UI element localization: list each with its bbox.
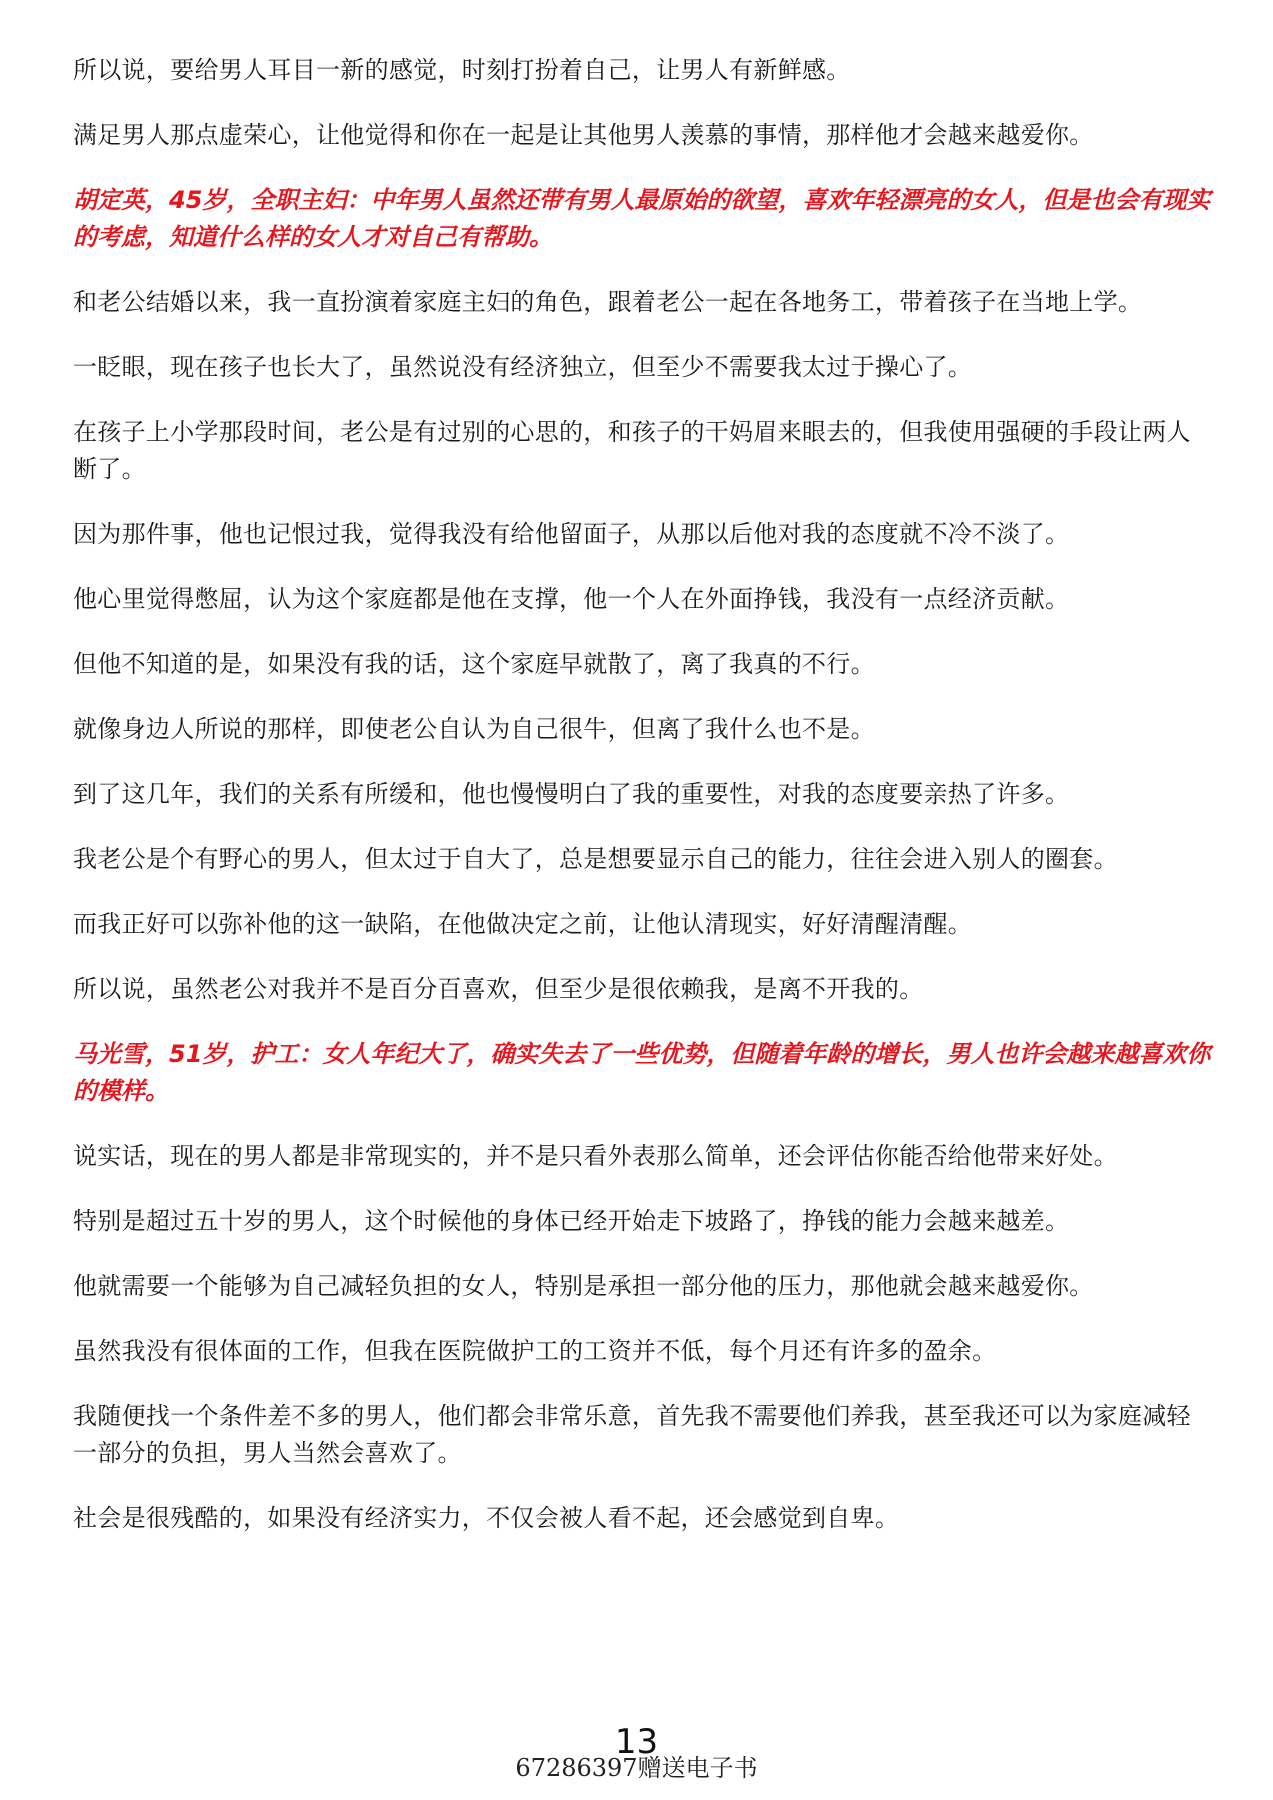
paragraph: 而我正好可以弥补他的这一缺陷，在他做决定之前，让他认清现实，好好清醒清醒。 bbox=[73, 910, 973, 938]
paragraph: 我老公是个有野心的男人，但太过于自大了，总是想要显示自己的能力，往往会进入别人的圈套。 bbox=[73, 845, 1118, 873]
paragraph: 我随便找一个条件差不多的男人，他们都会非常乐意，首先我不需要他们养我，甚至我还可以为家庭减轻一部分的负担，男人当然会喜欢了。 bbox=[73, 1402, 1191, 1467]
watermark-text: 67286397赠送电子书 bbox=[515, 1754, 758, 1782]
page-number: 13 bbox=[614, 1722, 659, 1762]
paragraph: 和老公结婚以来，我一直扮演着家庭主妇的角色，跟着老公一起在各地务工，带着孩子在当地上学。 bbox=[73, 288, 1143, 316]
paragraph: 到了这几年，我们的关系有所缓和，他也慢慢明白了我的重要性，对我的态度要亲热了许多。 bbox=[73, 780, 1070, 808]
paragraph: 他心里觉得憋屈，认为这个家庭都是他在支撑，他一个人在外面挣钱，我没有一点经济贡献。 bbox=[73, 585, 1070, 613]
paragraph: 所以说，要给男人耳目一新的感觉，时刻打扮着自己，让男人有新鲜感。 bbox=[73, 56, 851, 84]
paragraph: 特别是超过五十岁的男人，这个时候他的身体已经开始走下坡路了，挣钱的能力会越来越差。 bbox=[73, 1207, 1070, 1235]
document-body bbox=[73, 52, 1213, 1565]
paragraph: 但他不知道的是，如果没有我的话，这个家庭早就散了，离了我真的不行。 bbox=[73, 650, 875, 678]
paragraph: 虽然我没有很体面的工作，但我在医院做护工的工资并不低，每个月还有许多的盈余。 bbox=[73, 1337, 997, 1365]
paragraph: 社会是很残酷的，如果没有经济实力，不仅会被人看不起，还会感觉到自卑。 bbox=[73, 1504, 900, 1532]
paragraph: 满足男人那点虚荣心，让他觉得和你在一起是让其他男人羡慕的事情，那样他才会越来越爱你。 bbox=[73, 121, 1094, 149]
paragraph: 就像身边人所说的那样，即使老公自认为自己很牛，但离了我什么也不是。 bbox=[73, 715, 875, 743]
paragraph: 所以说，虽然老公对我并不是百分百喜欢，但至少是很依赖我，是离不开我的。 bbox=[73, 975, 924, 1003]
paragraph: 在孩子上小学那段时间，老公是有过别的心思的，和孩子的干妈眉来眼去的，但我使用强硬的手段让两人断了。 bbox=[73, 418, 1191, 483]
paragraph: 说实话，现在的男人都是非常现实的，并不是只看外表那么简单，还会评估你能否给他带来好处。 bbox=[73, 1142, 1118, 1170]
paragraph: 他就需要一个能够为自己减轻负担的女人，特别是承担一部分他的压力，那他就会越来越爱你。 bbox=[73, 1272, 1094, 1300]
paragraph: 因为那件事，他也记恨过我，觉得我没有给他留面子，从那以后他对我的态度就不冷不淡了。 bbox=[73, 520, 1070, 548]
paragraph: 一眨眼，现在孩子也长大了，虽然说没有经济独立，但至少不需要我太过于操心了。 bbox=[73, 353, 973, 381]
highlighted-quote: 胡定英，45岁，全职主妇：中年男人虽然还带有男人最原始的欲望，喜欢年轻漂亮的女人，但是也会有现实的考虑，知道什么样的女人才对自己有帮助。 bbox=[73, 186, 1211, 251]
highlighted-quote: 马光雪，51岁，护工：女人年纪大了，确实失去了一些优势，但随着年龄的增长，男人也许会越来越喜欢你的模样。 bbox=[73, 1040, 1211, 1105]
